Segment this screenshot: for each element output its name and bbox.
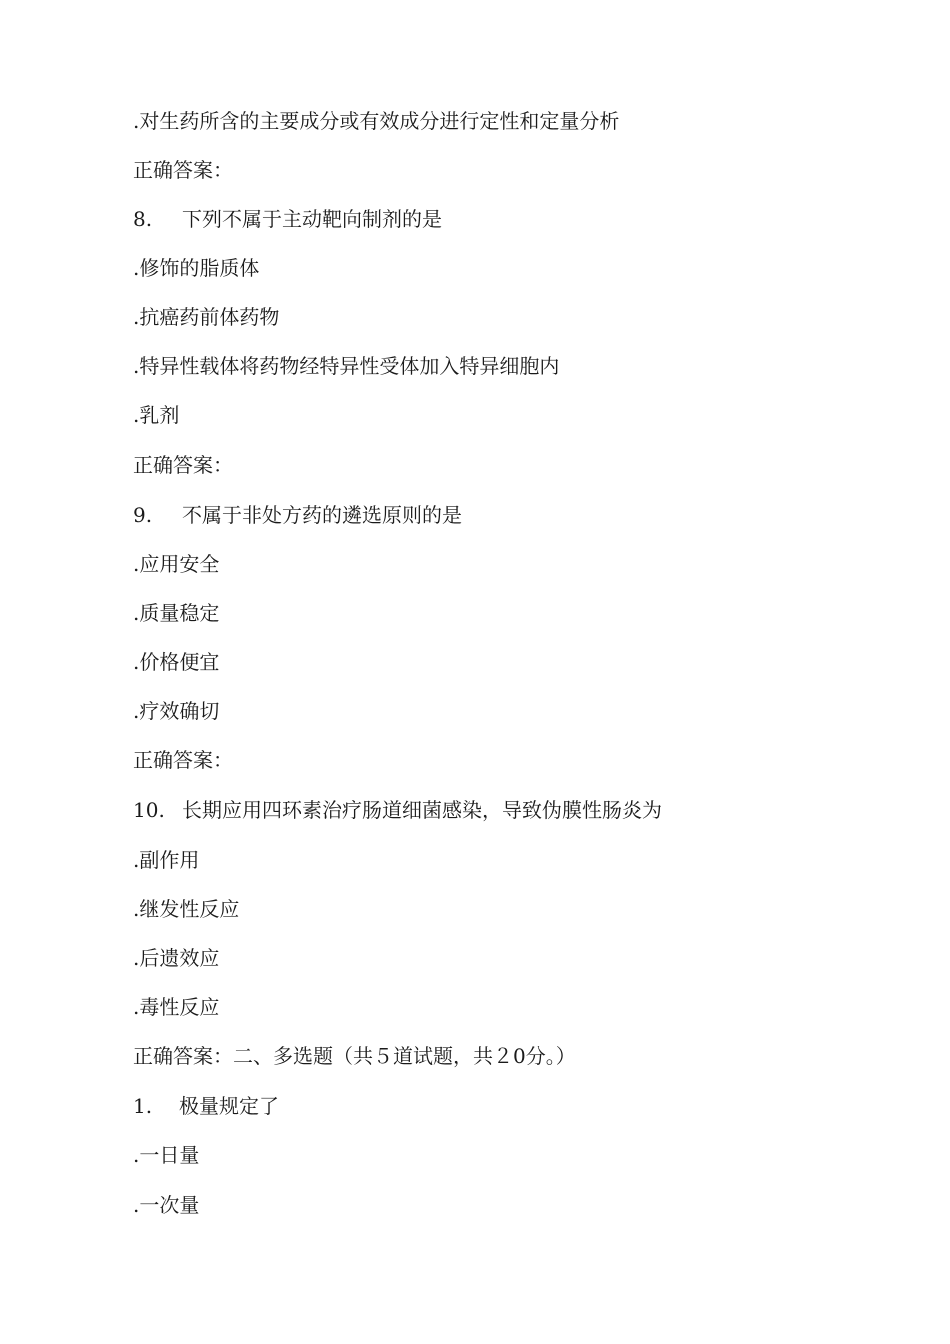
option-line: .修饰的脂质体: [133, 256, 260, 280]
question-number: 1.: [133, 1094, 153, 1118]
question-number: 10.: [133, 798, 165, 822]
answer-line: 正确答案：二、多选题（共５道试题，共２0分。）: [133, 1044, 576, 1068]
option-line: .继发性反应: [133, 897, 240, 921]
option-line: .疗效确切: [133, 699, 220, 723]
question-text: 长期应用四环素治疗肠道细菌感染，导致伪膜性肠炎为: [182, 798, 662, 822]
question-text: 不属于非处方药的遴选原则的是: [182, 503, 462, 527]
answer-line: 正确答案：: [133, 158, 233, 182]
option-line: .后遗效应: [133, 946, 220, 970]
question-number: 9.: [133, 503, 153, 527]
option-line: .一次量: [133, 1193, 200, 1217]
option-line: .副作用: [133, 848, 200, 872]
option-line: .质量稳定: [133, 601, 220, 625]
answer-line: 正确答案：: [133, 748, 233, 772]
option-line: .一日量: [133, 1143, 200, 1167]
question-text: 下列不属于主动靶向制剂的是: [182, 207, 442, 231]
question-line: [133, 206, 442, 232]
option-line: .毒性反应: [133, 995, 220, 1019]
option-line: .对生药所含的主要成分或有效成分进行定性和定量分析: [133, 109, 620, 133]
question-text: 极量规定了: [179, 1094, 279, 1118]
question-line: [133, 1093, 279, 1119]
question-line: [133, 797, 662, 823]
option-line: .特异性载体将药物经特异性受体加入特异细胞内: [133, 354, 560, 378]
option-line: .应用安全: [133, 552, 220, 576]
question-line: [133, 502, 462, 528]
option-line: .乳剂: [133, 403, 180, 427]
question-number: 8.: [133, 207, 153, 231]
option-line: .价格便宜: [133, 650, 220, 674]
answer-line: 正确答案：: [133, 453, 233, 477]
option-line: .抗癌药前体药物: [133, 305, 280, 329]
